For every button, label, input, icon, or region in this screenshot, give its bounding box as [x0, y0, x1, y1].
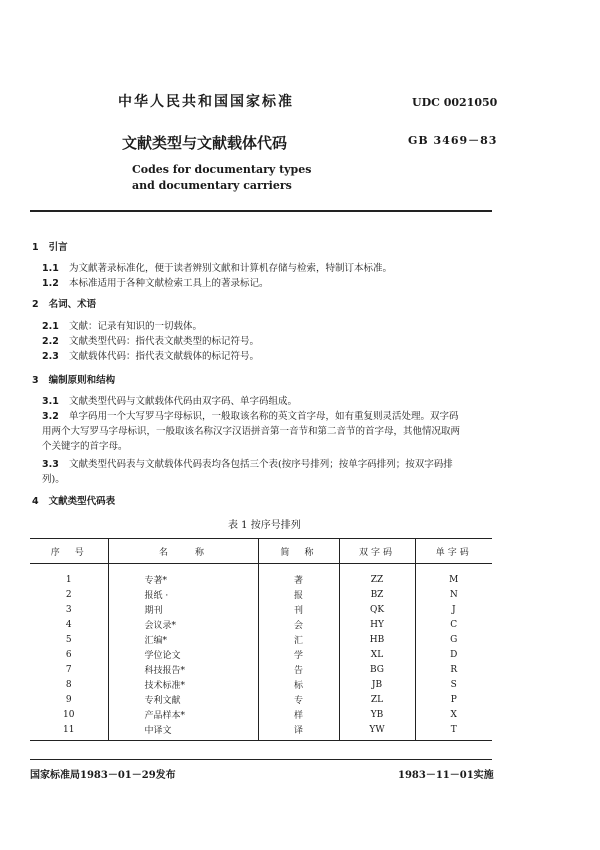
issuer-date: 国家标准局1983－01－29发布	[30, 770, 176, 781]
document-title-en-line2: and documentary carriers	[132, 179, 292, 192]
double-code-cell: YB	[339, 707, 415, 722]
name-cell: 学位论文	[108, 647, 258, 662]
document-title-en-line1: Codes for documentary types	[132, 163, 312, 176]
clause-3-2	[42, 410, 459, 423]
table-row	[30, 564, 492, 588]
section-2-heading	[32, 298, 96, 311]
clause-number: 1.2	[42, 278, 59, 289]
section-number: 1	[32, 242, 39, 253]
document-title-cn: 文献类型与文献载体代码	[122, 134, 288, 152]
udc-number: UDC 0021050	[412, 96, 498, 109]
single-code-cell: R	[415, 662, 492, 677]
section-title: 编制原则和结构	[48, 375, 116, 386]
country-standard-heading: 中华人民共和国国家标准	[118, 94, 294, 110]
clause-text: 文献类型代码：指代表文献类型的标记符号。	[69, 336, 260, 347]
section-title: 引言	[48, 242, 68, 253]
clause-3-2-line3: 个关键字的首字母。	[42, 441, 128, 452]
serial-cell: 4	[65, 619, 72, 630]
table-row	[30, 692, 492, 707]
clause-2-2	[42, 335, 259, 348]
name-cell: 报纸 ·	[108, 587, 258, 602]
single-code-cell: C	[415, 617, 492, 632]
double-code-cell: BZ	[339, 587, 415, 602]
double-code-cell: HB	[339, 632, 415, 647]
clause-text: 单字码用一个大写罗马字母标识，一般取该名称的英文首字母，如有重复则灵活处理。双字码	[69, 411, 459, 422]
double-code-cell: HY	[339, 617, 415, 632]
serial-cell: 1	[65, 574, 72, 585]
serial-cell: 11	[30, 722, 108, 741]
footer-divider	[30, 759, 492, 760]
abbreviation-cell: 汇	[258, 632, 339, 647]
abbreviation-cell: 著	[258, 564, 339, 588]
abbreviation-cell: 专	[258, 692, 339, 707]
serial-cell: 10	[63, 709, 75, 720]
single-code-cell: J	[415, 602, 492, 617]
name-cell: 汇编*	[108, 632, 258, 647]
section-number: 4	[32, 496, 39, 507]
clause-3-3	[42, 458, 453, 471]
table-row	[30, 587, 492, 602]
abbreviation-cell: 报	[258, 587, 339, 602]
clause-number: 2.2	[42, 336, 59, 347]
clause-text: 本标准适用于各种文献检索工具上的著录标记。	[69, 278, 269, 289]
table-caption: 表 1 按序号排列	[228, 520, 301, 531]
header-divider	[30, 210, 492, 212]
abbreviation-cell: 刊	[258, 602, 339, 617]
clause-1-2	[42, 277, 269, 290]
column-header-name: 名 称	[108, 539, 258, 564]
serial-cell: 6	[65, 649, 72, 660]
clause-1-1	[42, 262, 392, 275]
double-code-cell: XL	[339, 647, 415, 662]
section-1-heading	[32, 241, 68, 254]
serial-cell: 8	[65, 679, 72, 690]
double-code-cell: QK	[339, 602, 415, 617]
double-code-cell: BG	[339, 662, 415, 677]
section-4-heading	[32, 495, 115, 508]
clause-number: 2.3	[42, 351, 59, 362]
column-header-serial: 序 号	[30, 539, 108, 564]
clause-2-1	[42, 320, 202, 333]
serial-cell: 2	[65, 589, 72, 600]
abbreviation-cell: 学	[258, 647, 339, 662]
table-row	[30, 677, 492, 692]
serial-cell: 5	[65, 634, 72, 645]
single-code-cell: S	[415, 677, 492, 692]
double-code-cell: YW	[339, 722, 415, 741]
name-cell: 期刊	[108, 602, 258, 617]
single-code-cell: X	[415, 707, 492, 722]
single-code-cell: M	[415, 564, 492, 588]
column-header-abbreviation: 简 称	[258, 539, 339, 564]
table-header-row	[30, 539, 492, 564]
abbreviation-cell: 告	[258, 662, 339, 677]
section-title: 名词、术语	[48, 299, 97, 310]
name-cell: 会议录*	[108, 617, 258, 632]
serial-cell: 7	[65, 664, 72, 675]
section-3-heading	[32, 374, 115, 387]
clause-text: 文献：记录有知识的一切载体。	[69, 321, 203, 332]
clause-text: 文献类型代码与文献载体代码由双字码、单字码组成。	[69, 396, 298, 407]
abbreviation-cell: 标	[258, 677, 339, 692]
serial-cell: 9	[65, 694, 72, 705]
table-row	[30, 662, 492, 677]
clause-text: 为文献著录标准化，便于读者辨别文献和计算机存储与检索，特制订本标准。	[69, 263, 393, 274]
clause-number: 2.1	[42, 321, 59, 332]
single-code-cell: G	[415, 632, 492, 647]
double-code-cell: ZL	[339, 692, 415, 707]
name-cell: 专利文献	[108, 692, 258, 707]
section-number: 3	[32, 375, 39, 386]
effective-date: 1983－11－01实施	[398, 770, 494, 781]
clause-3-2-line2: 用两个大写罗马字母标识，一般取该名称汉字汉语拼音第一音节和第二音节的首字母，其他情况取两	[42, 426, 461, 437]
clause-3-1	[42, 395, 297, 408]
single-code-cell: T	[415, 722, 492, 741]
table-row	[30, 602, 492, 617]
single-code-cell: P	[415, 692, 492, 707]
table-row	[30, 617, 492, 632]
single-code-cell: D	[415, 647, 492, 662]
single-code-cell: N	[415, 587, 492, 602]
clause-text: 文献载体代码：指代表文献载体的标记符号。	[69, 351, 260, 362]
double-code-cell: JB	[339, 677, 415, 692]
name-cell: 中译文	[108, 722, 258, 741]
clause-text: 文献类型代码表与文献载体代码表均各包括三个表(按序号排列；按单字码排列；按双字码排	[69, 459, 453, 470]
name-cell: 专著*	[108, 564, 258, 588]
clause-2-3	[42, 350, 259, 363]
table-row	[30, 707, 492, 722]
table-row	[30, 632, 492, 647]
serial-cell: 3	[65, 604, 72, 615]
clause-number: 3.2	[42, 411, 59, 422]
abbreviation-cell: 会	[258, 617, 339, 632]
abbreviation-cell: 样	[258, 707, 339, 722]
section-number: 2	[32, 299, 39, 310]
gb-standard-number: GB 3469－83	[408, 134, 498, 147]
clause-number: 3.1	[42, 396, 59, 407]
column-header-single-letter-code: 单字码	[415, 539, 492, 564]
clause-number: 1.1	[42, 263, 59, 274]
clause-3-3-line2: 列)。	[42, 474, 65, 485]
name-cell: 技术标准*	[108, 677, 258, 692]
table-row	[30, 647, 492, 662]
name-cell: 科技报告*	[108, 662, 258, 677]
table-row	[30, 722, 492, 741]
abbreviation-cell: 译	[258, 722, 339, 741]
document-type-code-table	[30, 538, 492, 741]
column-header-double-letter-code: 双字码	[339, 539, 415, 564]
clause-number: 3.3	[42, 459, 59, 470]
section-title: 文献类型代码表	[48, 496, 116, 507]
name-cell: 产品样本*	[108, 707, 258, 722]
double-code-cell: ZZ	[339, 564, 415, 588]
